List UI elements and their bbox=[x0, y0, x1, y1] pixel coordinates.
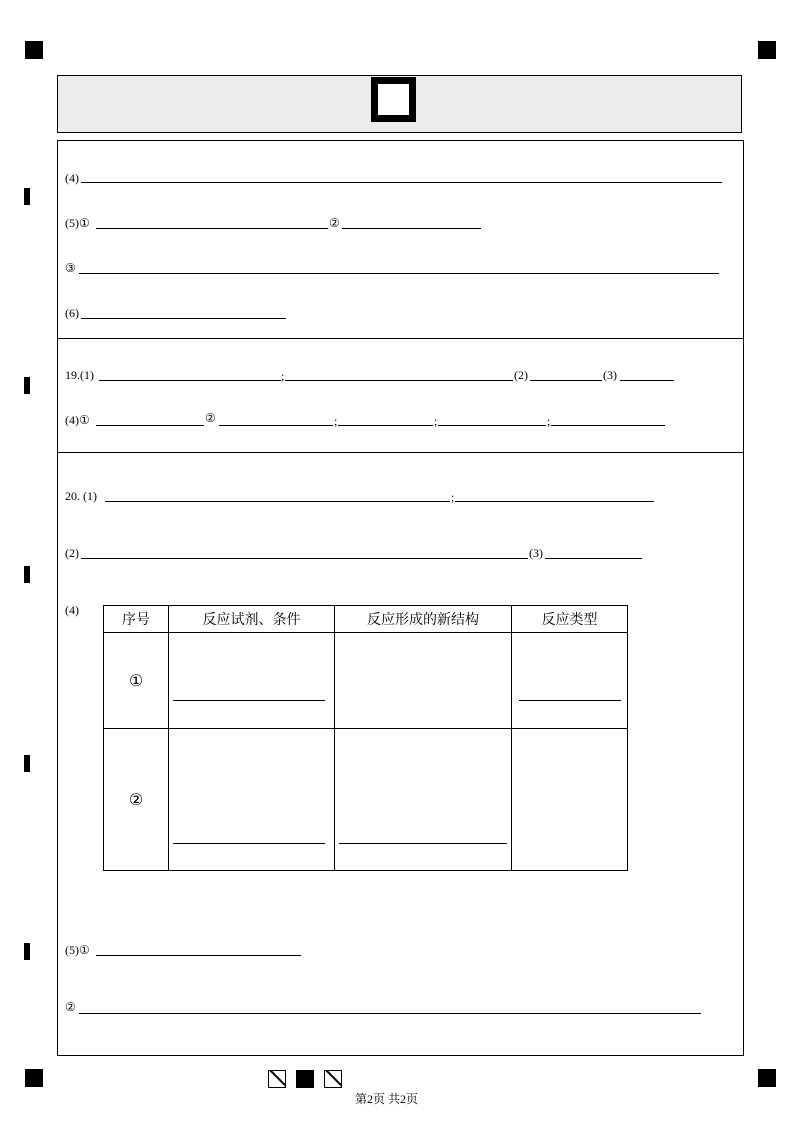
q20-1-label: 20. (1) bbox=[65, 489, 97, 503]
q18-5-3-label: ③ bbox=[65, 261, 76, 275]
timing-mark bbox=[24, 377, 30, 394]
q19-4-2-answer-line-a[interactable] bbox=[219, 425, 333, 426]
q19-4-label: (4)① bbox=[65, 413, 90, 427]
q20-5-label: (5)① bbox=[65, 943, 90, 957]
table-header-row bbox=[104, 606, 628, 633]
section-divider bbox=[57, 338, 744, 339]
new-structure-cell[interactable] bbox=[335, 729, 512, 871]
column-header-new-structure: 反应形成的新结构 bbox=[335, 606, 512, 633]
q18-6-answer-line[interactable] bbox=[81, 318, 286, 319]
q18-5-2-label: ② bbox=[329, 216, 340, 230]
q20-2-answer-line[interactable] bbox=[81, 558, 528, 559]
row-index: ① bbox=[104, 633, 169, 729]
slashed-square-mark bbox=[324, 1070, 342, 1088]
q18-5-1-answer-line[interactable] bbox=[96, 228, 328, 229]
table-row bbox=[104, 633, 628, 729]
separator: ; bbox=[547, 414, 551, 428]
q18-4-label: (4) bbox=[65, 171, 79, 185]
registration-mark-top-left bbox=[25, 41, 43, 59]
q20-1-answer-line-a[interactable] bbox=[105, 501, 450, 502]
separator: ; bbox=[434, 414, 438, 428]
header-square-mark bbox=[371, 77, 416, 122]
q20-5-1-answer-line[interactable] bbox=[96, 955, 301, 956]
reaction-type-answer-line[interactable] bbox=[519, 700, 621, 701]
q18-5-label: (5)① bbox=[65, 216, 90, 230]
reaction-type-cell[interactable] bbox=[512, 729, 628, 871]
q18-6-label: (6) bbox=[65, 306, 79, 320]
page-number: 第2页 共2页 bbox=[355, 1092, 419, 1106]
row-index: ② bbox=[104, 729, 169, 871]
q19-2-answer-line[interactable] bbox=[530, 380, 602, 381]
q19-4-2-answer-line-d[interactable] bbox=[551, 425, 665, 426]
column-header-index: 序号 bbox=[104, 606, 169, 633]
registration-mark-bottom-right bbox=[758, 1069, 776, 1087]
slashed-square-mark bbox=[268, 1070, 286, 1088]
q20-2-label: (2) bbox=[65, 546, 79, 560]
q18-5-2-answer-line[interactable] bbox=[342, 228, 481, 229]
q19-4-1-answer-line[interactable] bbox=[96, 425, 204, 426]
answer-area bbox=[57, 140, 744, 1056]
q19-2-label: (2) bbox=[514, 368, 528, 382]
timing-mark bbox=[24, 188, 30, 205]
q20-3-label: (3) bbox=[529, 546, 543, 560]
q19-1-label: 19.(1) bbox=[65, 368, 94, 382]
reaction-table bbox=[103, 605, 628, 871]
q20-5-2-answer-line[interactable] bbox=[79, 1013, 701, 1014]
q20-4-label: (4) bbox=[65, 603, 79, 617]
timing-mark bbox=[24, 943, 30, 960]
column-header-reaction-type: 反应类型 bbox=[512, 606, 628, 633]
q19-1-answer-line-a[interactable] bbox=[99, 380, 281, 381]
table-row bbox=[104, 729, 628, 871]
q19-3-answer-line[interactable] bbox=[620, 380, 674, 381]
reagents-cell[interactable] bbox=[169, 729, 335, 871]
separator: ; bbox=[334, 414, 338, 428]
filled-square-mark bbox=[296, 1070, 314, 1088]
q18-4-answer-line[interactable] bbox=[81, 182, 722, 183]
q20-3-answer-line[interactable] bbox=[545, 558, 642, 559]
column-header-reagents: 反应试剂、条件 bbox=[169, 606, 335, 633]
reagents-answer-line[interactable] bbox=[173, 843, 325, 844]
q18-5-3-answer-line[interactable] bbox=[79, 273, 719, 274]
registration-mark-bottom-left bbox=[25, 1069, 43, 1087]
reagents-cell[interactable] bbox=[169, 633, 335, 729]
q19-4-2-label: ② bbox=[205, 411, 216, 425]
q20-5-2-label: ② bbox=[65, 1000, 76, 1014]
q19-4-2-answer-line-c[interactable] bbox=[438, 425, 546, 426]
new-structure-answer-line[interactable] bbox=[339, 843, 507, 844]
reaction-type-cell[interactable] bbox=[512, 633, 628, 729]
new-structure-cell[interactable] bbox=[335, 633, 512, 729]
timing-mark bbox=[24, 755, 30, 772]
q19-3-label: (3) bbox=[603, 368, 617, 382]
reagents-answer-line[interactable] bbox=[173, 700, 325, 701]
separator: ; bbox=[281, 369, 285, 383]
q19-4-2-answer-line-b[interactable] bbox=[338, 425, 433, 426]
q20-1-answer-line-b[interactable] bbox=[455, 501, 654, 502]
timing-mark bbox=[24, 566, 30, 583]
q19-1-answer-line-b[interactable] bbox=[285, 380, 513, 381]
registration-mark-top-right bbox=[758, 41, 776, 59]
separator: ; bbox=[451, 490, 455, 504]
section-divider bbox=[57, 452, 744, 453]
